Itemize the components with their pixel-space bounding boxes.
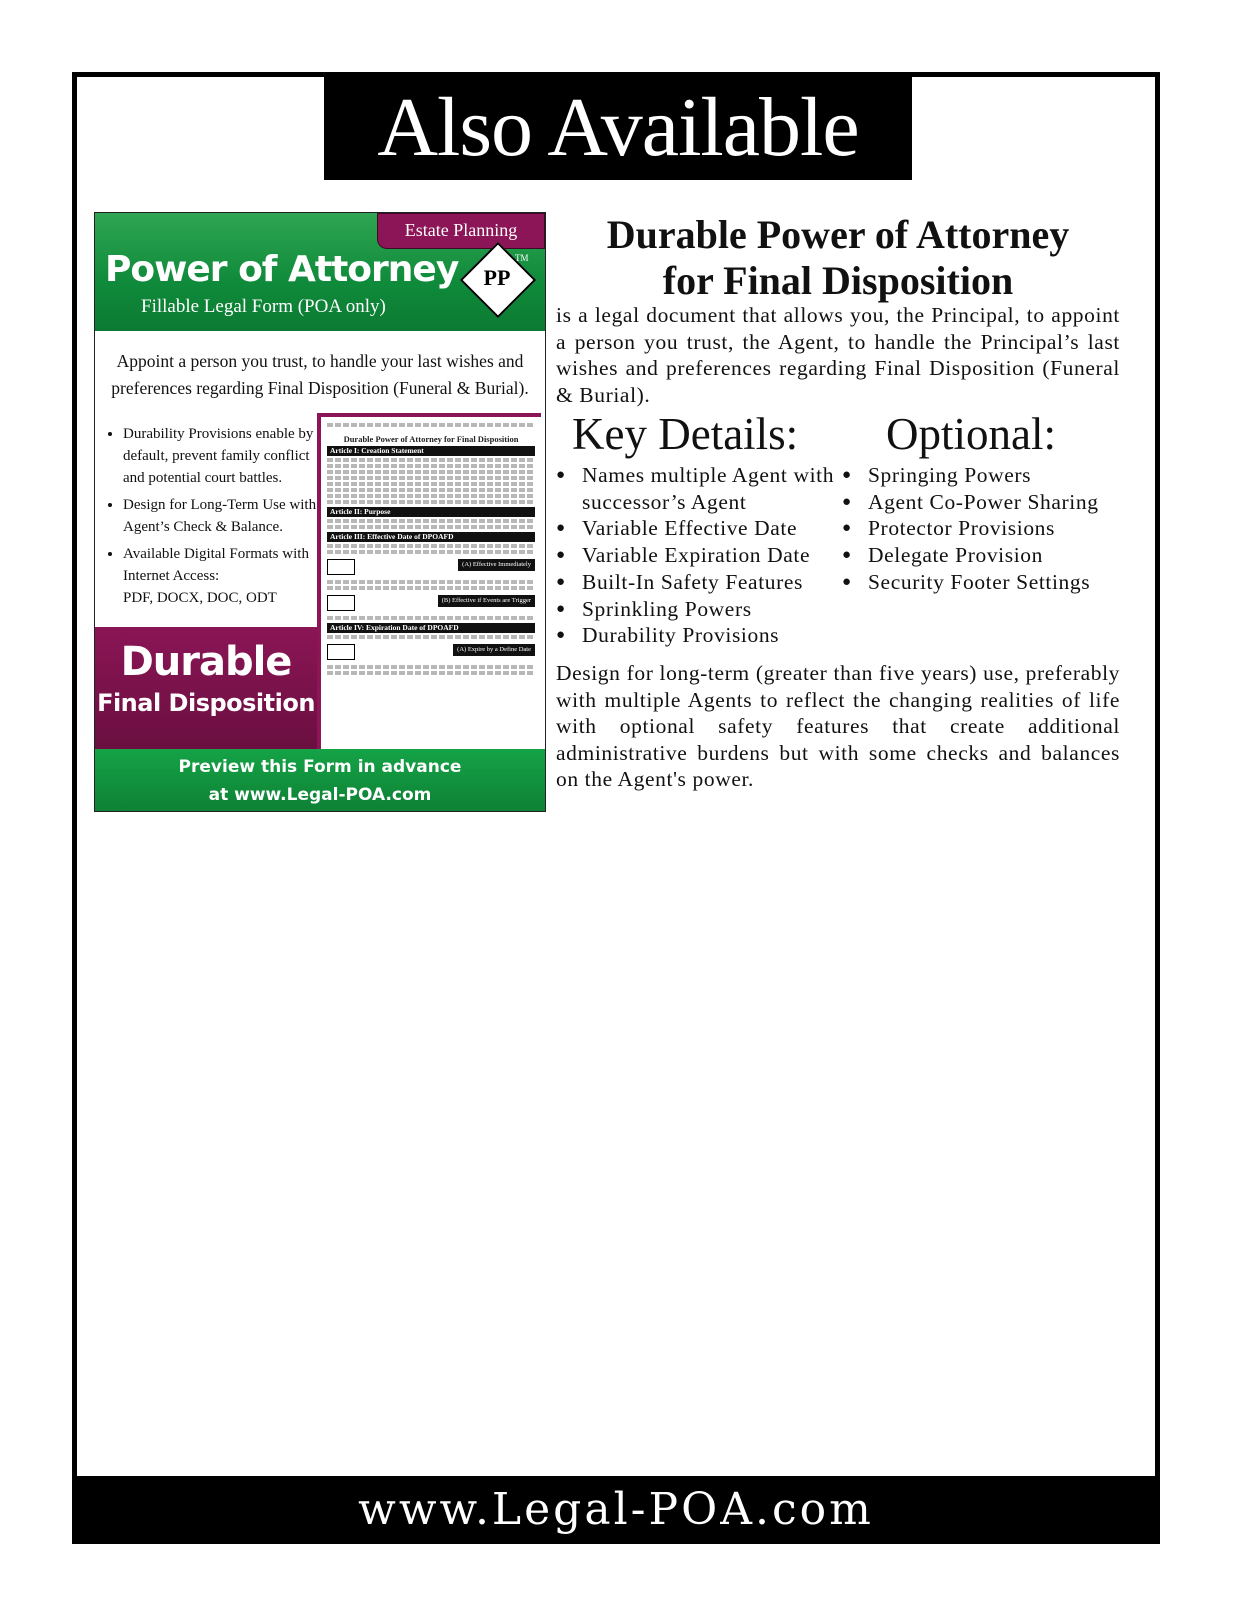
card-title: Power of Attorney: [105, 249, 459, 290]
text-line: [327, 580, 535, 584]
design-note: Design for long-term (greater than five years) use, preferably with multiple Agents to reflect the changing realities of life with optional safety features that create additional administrative burdens but with some checks and balances on the Agent's power.: [556, 661, 1120, 791]
card-bullets: [109, 423, 333, 614]
list-item: ● Sprinkling Powers: [556, 596, 846, 623]
text-line: [327, 494, 535, 498]
form-preview-thumbnail: [317, 413, 541, 749]
list-item: ● Protector Provisions: [842, 515, 1132, 542]
preview-doc-title: Durable Power of Attorney for Final Disposition: [343, 434, 519, 444]
checkbox: [327, 644, 355, 660]
text-line: [327, 635, 535, 639]
list-item: ● Security Footer Settings: [842, 569, 1132, 596]
list-item: ● Agent Co-Power Sharing: [842, 489, 1132, 516]
list-item: ● Built-In Safety Features: [556, 569, 846, 596]
option-a: (A) Effective Immediately: [458, 559, 535, 571]
footer-url: www.Legal-POA.com: [72, 1476, 1160, 1544]
list-item: [123, 543, 333, 609]
durable-title: Durable: [120, 639, 292, 685]
text-line: [327, 525, 535, 529]
text-line: [327, 458, 535, 462]
optional-list: [842, 462, 1132, 596]
text-line: [327, 586, 535, 590]
checkbox: [327, 595, 355, 611]
text-line: [327, 519, 535, 523]
card-subtitle: Fillable Legal Form (POA only): [141, 296, 386, 317]
text-line: [327, 423, 535, 427]
durable-subtitle: Final Disposition: [97, 689, 315, 717]
preview-article-2: Article II: Purpose: [327, 507, 535, 517]
list-item: ● Variable Expiration Date: [556, 542, 846, 569]
list-item-text: Available Digital Formats with Internet Access:: [123, 546, 309, 584]
key-details-list: [556, 462, 846, 649]
product-title-line-1: Durable Power of Attorney: [606, 212, 1070, 257]
text-line: [327, 671, 535, 675]
durable-block: [95, 627, 317, 749]
list-item: • Durability Provisions enable by default, prevent family conflict and potential court battles.: [123, 423, 333, 489]
text-line: [327, 476, 535, 480]
checkbox: [327, 559, 355, 575]
card-intro: Appoint a person you trust, to handle your last wishes and preferences regarding Final Disposition (Funeral & Burial).: [111, 351, 529, 398]
list-item: ● Variable Effective Date: [556, 515, 846, 542]
preview-article-4: Article IV: Expiration Date of DPOAFD: [327, 623, 535, 633]
trademark-mark: TM: [515, 253, 529, 263]
text-line: [327, 550, 535, 554]
formats: PDF, DOCX, DOC, ODT: [123, 590, 277, 606]
estate-planning-tag: Estate Planning: [377, 213, 545, 249]
text-line: [327, 464, 535, 468]
option-b: (B) Effective if Events are Trigger: [438, 595, 535, 607]
optional-heading: Optional:: [886, 409, 1056, 459]
text-line: [327, 544, 535, 548]
text-line: [327, 482, 535, 486]
preview-line-1: Preview this Form in advance: [178, 757, 462, 777]
list-item: ● Delegate Provision: [842, 542, 1132, 569]
text-line: [327, 500, 535, 504]
list-item: ● Durability Provisions: [556, 622, 846, 649]
product-title-line-2: for Final Disposition: [662, 258, 1014, 303]
list-item: ● Names multiple Agent with successor’s Agent: [556, 462, 846, 515]
product-title: [556, 212, 1120, 304]
product-description: is a legal document that allows you, the Principal, to appoint a person you trust, the Agent, to handle the Principal’s last wishes and preferences regarding Final Disposition (Funeral & Burial).: [556, 303, 1120, 407]
preview-line-2: at www.Legal-POA.com: [208, 785, 432, 805]
card-footer: [95, 749, 545, 812]
option-c: (A) Expire by a Define Date: [453, 644, 535, 656]
text-line: [327, 665, 535, 669]
text-line: [327, 616, 535, 620]
preview-article-3: Article III: Effective Date of DPOAFD: [327, 532, 535, 542]
key-details-heading: Key Details:: [572, 409, 799, 459]
preview-article-1: Article I: Creation Statement: [327, 446, 535, 456]
text-line: [327, 488, 535, 492]
text-line: [327, 470, 535, 474]
also-available-banner: Also Available: [324, 76, 912, 180]
product-card: [94, 212, 546, 812]
logo-text: PP: [483, 265, 511, 290]
list-item: • Design for Long-Term Use with Agent’s Check & Balance.: [123, 494, 333, 538]
list-item: ● Springing Powers: [842, 462, 1132, 489]
